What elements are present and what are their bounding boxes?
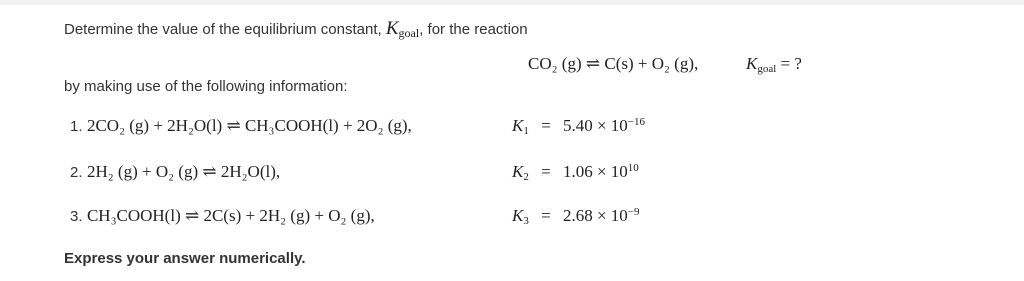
reaction-equation: 2CO₂ (g) + 2H₂O(l) ⇌ CH₃COOH(l) + 2O₂ (g), xyxy=(86,116,412,135)
goal-k-rhs: = ? xyxy=(780,54,802,73)
intro-text-after: , for the reaction xyxy=(419,21,528,38)
k-subscript: 1 xyxy=(523,125,529,137)
k-mantissa: 5.40 × 10 xyxy=(562,116,628,135)
k-exponent: −16 xyxy=(627,116,645,128)
goal-k-expression xyxy=(746,54,802,74)
prompt-info: by making use of the following information: xyxy=(64,78,348,95)
reaction-number: 2. xyxy=(70,164,83,181)
k2-expression xyxy=(512,162,639,182)
reaction-2 xyxy=(70,162,280,182)
top-band xyxy=(0,0,1024,5)
reaction-equation: CH₃COOH(l) ⇌ 2C(s) + 2H₂ (g) + O₂ (g), xyxy=(86,206,375,225)
k-exponent: −9 xyxy=(627,206,640,218)
instruction-text: Express your answer numerically. xyxy=(64,250,306,267)
k-mantissa: 1.06 × 10 xyxy=(562,162,628,181)
equals-sign: = xyxy=(541,206,551,225)
reaction-equation: 2H₂ (g) + O₂ (g) ⇌ 2H₂O(l), xyxy=(86,162,281,181)
equals-sign: = xyxy=(541,162,551,181)
k-subscript: 3 xyxy=(523,215,529,227)
k1-expression xyxy=(512,116,645,136)
reaction-1 xyxy=(70,116,412,136)
goal-k-subscript: goal xyxy=(757,63,777,75)
k-symbol: K xyxy=(512,116,524,135)
intro-text-before: Determine the value of the equilibrium constant, xyxy=(64,21,386,38)
k-symbol: K xyxy=(512,206,524,225)
goal-k-symbol: K xyxy=(746,54,758,73)
k-subscript: 2 xyxy=(523,171,529,183)
k-symbol: K xyxy=(512,162,524,181)
intro-line xyxy=(64,18,528,40)
k3-expression xyxy=(512,206,640,226)
k-exponent: 10 xyxy=(627,162,639,174)
intro-k-subscript: goal xyxy=(398,26,420,40)
reaction-3 xyxy=(70,206,375,226)
intro-k-symbol: K xyxy=(385,18,399,39)
k-mantissa: 2.68 × 10 xyxy=(562,206,628,225)
goal-reaction xyxy=(528,54,698,74)
reaction-number: 1. xyxy=(70,118,83,135)
reaction-number: 3. xyxy=(70,208,83,225)
goal-equation: CO₂ (g) ⇌ C(s) + O₂ (g), xyxy=(528,54,699,73)
equals-sign: = xyxy=(541,116,551,135)
